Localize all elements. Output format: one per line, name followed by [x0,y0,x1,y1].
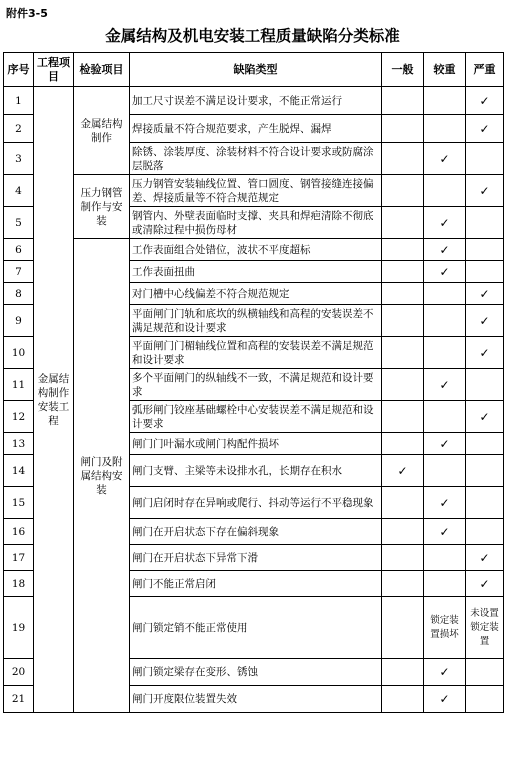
serious-mark: ✓ [424,686,466,713]
serious-mark: ✓ [424,207,466,239]
defect-type: 工作表面扭曲 [130,261,382,283]
serious-mark [424,337,466,369]
severe-mark: ✓ [466,545,504,571]
serious-mark [424,175,466,207]
row-number: 11 [4,369,34,401]
row-number: 7 [4,261,34,283]
severe-mark [466,659,504,686]
defect-type: 闸门启闭时存在异响或爬行、抖动等运行不平稳现象 [130,487,382,519]
row-number: 14 [4,455,34,487]
general-mark [382,369,424,401]
defect-type: 闸门支臂、主梁等未设排水孔，长期存在积水 [130,455,382,487]
row-number: 9 [4,305,34,337]
general-mark [382,545,424,571]
general-mark [382,115,424,143]
severe-mark: ✓ [466,337,504,369]
severe-mark [466,519,504,545]
general-mark [382,239,424,261]
serious-note: 锁定装置损坏 [424,597,466,659]
general-mark [382,175,424,207]
general-mark [382,87,424,115]
defect-type: 钢管内、外壁表面临时支撑、夹具和焊疤清除不彻底或清除过程中损伤母材 [130,207,382,239]
defect-type: 闸门锁定梁存在变形、锈蚀 [130,659,382,686]
row-number: 13 [4,433,34,455]
defect-classification-table [3,52,504,713]
defect-type: 闸门门叶漏水或闸门构配件损坏 [130,433,382,455]
serious-mark [424,305,466,337]
header-inspection: 检验项目 [74,53,130,87]
row-number: 3 [4,143,34,175]
severe-mark: ✓ [466,571,504,597]
general-mark [382,487,424,519]
document-title: 金属结构及机电安装工程质量缺陷分类标准 [105,27,400,45]
serious-mark: ✓ [424,433,466,455]
serious-mark: ✓ [424,519,466,545]
defect-type: 闸门在开启状态下异常下滑 [130,545,382,571]
defect-type: 闸门开度限位装置失效 [130,686,382,713]
row-number: 12 [4,401,34,433]
attachment-label: 附件3-5 [6,7,48,20]
header-serious: 较重 [424,53,466,87]
defect-type: 平面闸门门轨和底坎的纵横轴线和高程的安装误差不满足规范和设计要求 [130,305,382,337]
defect-type: 闸门锁定销不能正常使用 [130,597,382,659]
header-no: 序号 [4,53,34,87]
table-header-row [4,53,504,87]
general-mark [382,686,424,713]
row-number: 10 [4,337,34,369]
serious-mark: ✓ [424,261,466,283]
general-mark [382,261,424,283]
severe-note: 未设置锁定装置 [466,597,504,659]
defect-type: 对门槽中心线偏差不符合规范规定 [130,283,382,305]
serious-mark [424,283,466,305]
row-number: 15 [4,487,34,519]
severe-mark [466,369,504,401]
row-number: 8 [4,283,34,305]
row-number: 2 [4,115,34,143]
row-number: 18 [4,571,34,597]
defect-type: 弧形闸门铰座基础螺栓中心安装误差不满足规范和设计要求 [130,401,382,433]
inspection-item-penstock: 压力钢管制作与安装 [74,175,130,239]
defect-type: 平面闸门门楣轴线位置和高程的安装误差不满足规范和设计要求 [130,337,382,369]
row-number: 5 [4,207,34,239]
serious-mark [424,571,466,597]
inspection-item-metal-fab: 金属结构制作 [74,87,130,175]
header-severe: 严重 [466,53,504,87]
table-row [4,239,504,261]
severe-mark [466,261,504,283]
severe-mark [466,143,504,175]
project-cell: 金属结构制作安装工程 [34,87,74,713]
row-number: 16 [4,519,34,545]
defect-type: 闸门在开启状态下存在偏斜现象 [130,519,382,545]
defect-type: 多个平面闸门的纵轴线不一致，不满足规范和设计要求 [130,369,382,401]
serious-mark [424,87,466,115]
severe-mark: ✓ [466,115,504,143]
row-number: 4 [4,175,34,207]
severe-mark [466,455,504,487]
row-number: 21 [4,686,34,713]
serious-mark [424,455,466,487]
serious-mark: ✓ [424,487,466,519]
serious-mark [424,545,466,571]
header-general: 一般 [382,53,424,87]
row-number: 1 [4,87,34,115]
severe-mark: ✓ [466,305,504,337]
general-mark [382,433,424,455]
severe-mark [466,686,504,713]
defect-type: 闸门不能正常启闭 [130,571,382,597]
table-row [4,87,504,115]
general-mark [382,305,424,337]
defect-type: 焊接质量不符合规范要求，产生脱焊、漏焊 [130,115,382,143]
row-number: 19 [4,597,34,659]
general-mark [382,401,424,433]
defect-type: 工作表面组合处错位，波状不平度超标 [130,239,382,261]
defect-type: 除锈、涂装厚度、涂装材料不符合设计要求或防腐涂层脱落 [130,143,382,175]
general-mark [382,337,424,369]
severe-mark: ✓ [466,87,504,115]
general-mark [382,207,424,239]
row-number: 6 [4,239,34,261]
general-mark [382,143,424,175]
severe-mark [466,487,504,519]
table-row [4,175,504,207]
severe-mark [466,239,504,261]
header-project: 工程项目 [34,53,74,87]
general-mark: ✓ [382,455,424,487]
serious-mark: ✓ [424,659,466,686]
severe-mark: ✓ [466,401,504,433]
general-mark [382,283,424,305]
serious-mark: ✓ [424,143,466,175]
general-mark [382,571,424,597]
defect-type: 压力钢管安装轴线位置、管口圆度、钢管接缝连接偏差、焊接质量等不符合规范规定 [130,175,382,207]
serious-mark [424,115,466,143]
header-defect: 缺陷类型 [130,53,382,87]
serious-mark [424,401,466,433]
row-number: 20 [4,659,34,686]
severe-mark: ✓ [466,283,504,305]
row-number: 17 [4,545,34,571]
severe-mark: ✓ [466,175,504,207]
serious-mark: ✓ [424,369,466,401]
general-mark [382,659,424,686]
general-mark [382,519,424,545]
severe-mark [466,433,504,455]
general-mark [382,597,424,659]
defect-type: 加工尺寸误差不满足设计要求，不能正常运行 [130,87,382,115]
severe-mark [466,207,504,239]
inspection-item-gate: 闸门及附属结构安装 [74,239,130,713]
serious-mark: ✓ [424,239,466,261]
